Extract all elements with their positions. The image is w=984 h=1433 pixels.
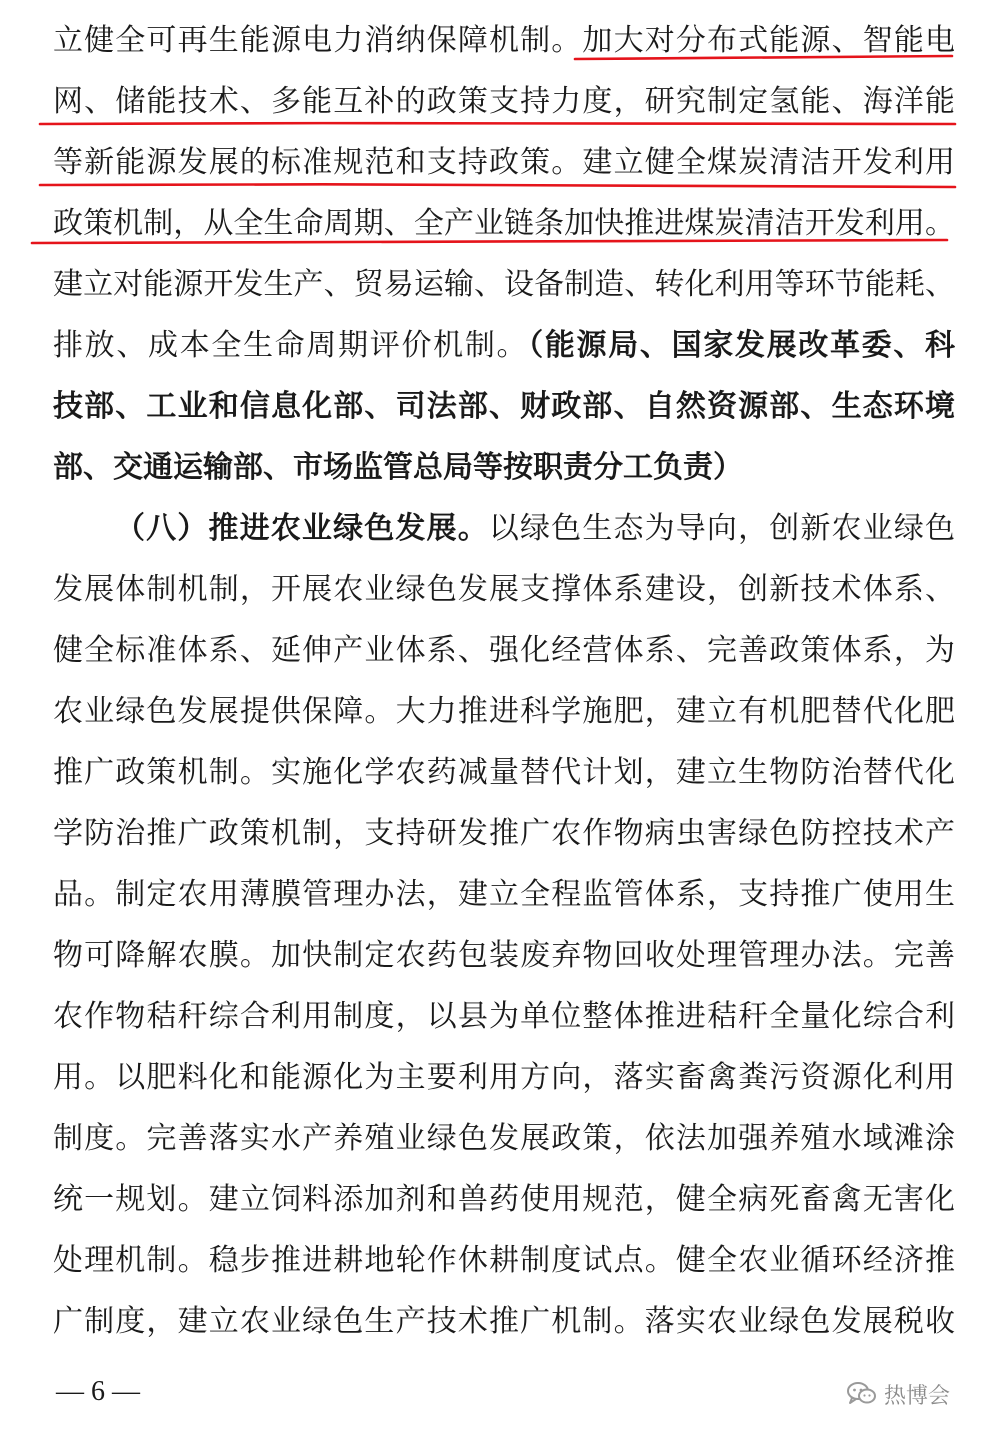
responsible-agencies-line: 部、交通运输部、市场监管总局等按职责分工负责）	[53, 450, 743, 485]
text-line: 推广政策机制。实施化学农药减量替代计划，建立生物防治替代化	[53, 755, 955, 790]
text-line: 农业绿色发展提供保障。大力推进科学施肥，建立有机肥替代化肥	[53, 694, 955, 729]
text-line: 农作物秸秆综合利用制度，以县为单位整体推进秸秆全量化综合利	[53, 999, 955, 1034]
text-line: 学防治推广政策机制，支持研发推广农作物病虫害绿色防控技术产	[53, 816, 955, 851]
text-line: 品。制定农用薄膜管理办法，建立全程监管体系，支持推广使用生	[53, 877, 955, 912]
watermark-text: 热博会	[884, 1383, 951, 1409]
text-line: 用。以肥料化和能源化为主要利用方向，落实畜禽粪污资源化利用	[53, 1060, 955, 1095]
text-line: 等新能源发展的标准规范和支持政策。建立健全煤炭清洁开发利用	[53, 145, 955, 180]
responsible-agencies-line: 技部、工业和信息化部、司法部、财政部、自然资源部、生态环境	[53, 389, 955, 424]
section-heading-line	[115, 504, 955, 554]
text-line: 网、储能技术、多能互补的政策支持力度，研究制定氢能、海洋能	[53, 84, 955, 119]
responsible-agencies: （能源局、国家发展改革委、科	[528, 328, 956, 363]
text-line: 立健全可再生能源电力消纳保障机制。加大对分布式能源、智能电	[53, 23, 955, 58]
text-line: 物可降解农膜。加快制定农药包装废弃物回收处理管理办法。完善	[53, 938, 955, 973]
text-line: 政策机制，从全生命周期、全产业链条加快推进煤炭清洁开发利用。	[53, 206, 955, 241]
section-heading: （八）推进农业绿色发展。	[115, 511, 489, 546]
text-line: 广制度，建立农业绿色生产技术推广机制。落实农业绿色发展税收	[53, 1304, 955, 1339]
text-line: 处理机制。稳步推进耕地轮作休耕制度试点。健全农业循环经济推	[53, 1243, 955, 1278]
page-number: — 6 —	[56, 1376, 140, 1407]
text-line	[53, 321, 955, 371]
text-line: 建立对能源开发生产、贸易运输、设备制造、转化利用等环节能耗、	[53, 267, 955, 302]
wechat-icon	[846, 1381, 878, 1407]
text-line-prefix: 排放、成本全生命周期评价机制。	[53, 328, 529, 363]
text-line-rest: 以绿色生态为导向，创新农业绿色	[488, 511, 956, 546]
text-line: 健全标准体系、延伸产业体系、强化经营体系、完善政策体系，为	[53, 633, 955, 668]
wechat-watermark	[846, 1376, 950, 1412]
text-line: 发展体制机制，开展农业绿色发展支撑体系建设，创新技术体系、	[53, 572, 955, 607]
text-line: 制度。完善落实水产养殖业绿色发展政策，依法加强养殖水域滩涂	[53, 1121, 955, 1156]
text-line: 统一规划。建立饲料添加剂和兽药使用规范，健全病死畜禽无害化	[53, 1182, 955, 1217]
